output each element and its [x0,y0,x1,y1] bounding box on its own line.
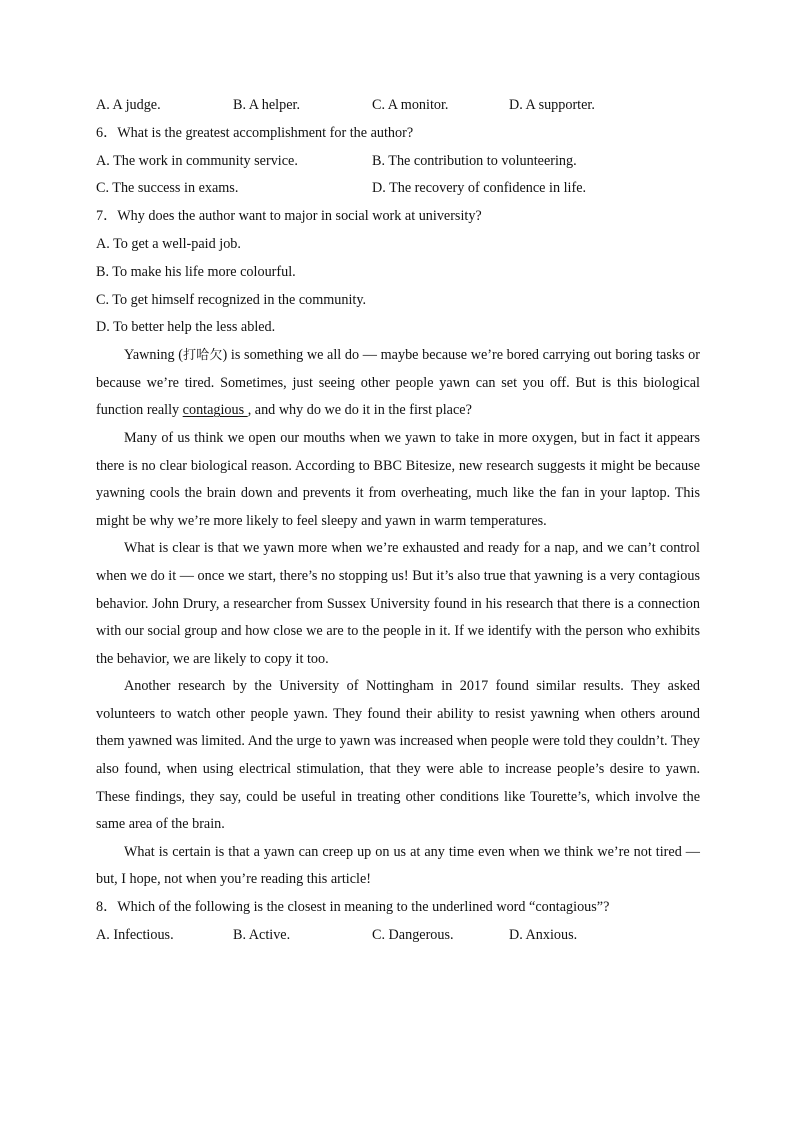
q8-question: 8．Which of the following is the closest in meaning to the underlined word “contagious”? [96,899,610,916]
q5-option-b[interactable]: B. A helper. [233,97,300,113]
q5-option-a[interactable]: A. A judge. [96,97,161,113]
q7-option-c[interactable]: C. To get himself recognized in the community. [96,291,367,308]
q6-options-row-1 [96,148,700,176]
reading-passage [96,342,700,894]
q6-option-a[interactable]: A. The work in community service. [96,152,298,169]
p1-end: , and why do we do it in the first place? [247,402,472,419]
q7-option-d[interactable]: D. To better help the less abled. [96,319,276,336]
q7-question: 7．Why does the author want to major in social work at university? [96,208,482,225]
q8-options [96,922,700,950]
q5-options [96,92,700,120]
q6-option-d[interactable]: D. The recovery of confidence in life. [372,180,587,197]
q6-options-row-2 [96,175,700,203]
q8-option-d[interactable]: D. Anxious. [509,926,578,943]
passage-paragraph-1 [96,342,700,425]
q6-question: 6．What is the greatest accomplishment for the author? [96,124,414,141]
underlined-word-contagious: contagious [182,402,248,419]
q8-option-c[interactable]: C. Dangerous. [372,926,454,943]
exam-page [96,92,700,950]
passage-paragraph-3: What is clear is that we yawn more when we’re exhausted and ready for a nap, and we can’t control when we do it — once we start, there’s no stopping us! But it’s also true that yawning is a very contagious behavior. John Drury, a researcher from Sussex University found in his research that there is a connection with our social group and how close we are to the people in it. If we identify with the person who exhibits the behavior, we are likely to copy it too. [96,540,700,667]
p1-chinese-gloss: 打哈欠 [183,348,223,364]
q6-option-c[interactable]: C. The success in exams. [96,180,239,197]
q6-option-b[interactable]: B. The contribution to volunteering. [372,152,577,169]
q5-option-d[interactable]: D. A supporter. [509,97,595,113]
p1-middle: ) is something we all do — maybe because we’re bored carrying out boring tasks or because we’re tired. Sometimes, just seeing other people yawn can set you off. But is this biological function really [96,347,700,419]
q8-option-b[interactable]: B. Active. [233,926,291,943]
q7-option-a[interactable]: A. To get a well-paid job. [96,235,241,252]
passage-paragraph-2: Many of us think we open our mouths when we yawn to take in more oxygen, but in fact it appears there is no clear biological reason. According to BBC Bitesize, new research suggests it might be because yawning cools the brain down and prevents it from overheating, much like the fan in your laptop. This might be why we’re more likely to feel sleepy and yawn in warm temperatures. [96,429,700,529]
p1-start: Yawning ( [124,347,183,364]
passage-paragraph-5: What is certain is that a yawn can creep up on us at any time even when we think we’re not tired — but, I hope, not when you’re reading this article! [96,843,700,888]
passage-paragraph-4: Another research by the University of Nottingham in 2017 found similar results. They asked volunteers to watch other people yawn. They found their ability to resist yawning when others around them yawned was limited. And the urge to yawn was increased when people were told they couldn’t. They also found, when using electrical stimulation, that they were able to increase people’s desire to yawn. These findings, they say, could be useful in treating other conditions like Tourette’s, which involve the same area of the brain. [96,678,700,833]
q8-option-a[interactable]: A. Infectious. [96,926,174,943]
q7-option-b[interactable]: B. To make his life more colourful. [96,263,296,280]
q5-option-c[interactable]: C. A monitor. [372,97,449,113]
